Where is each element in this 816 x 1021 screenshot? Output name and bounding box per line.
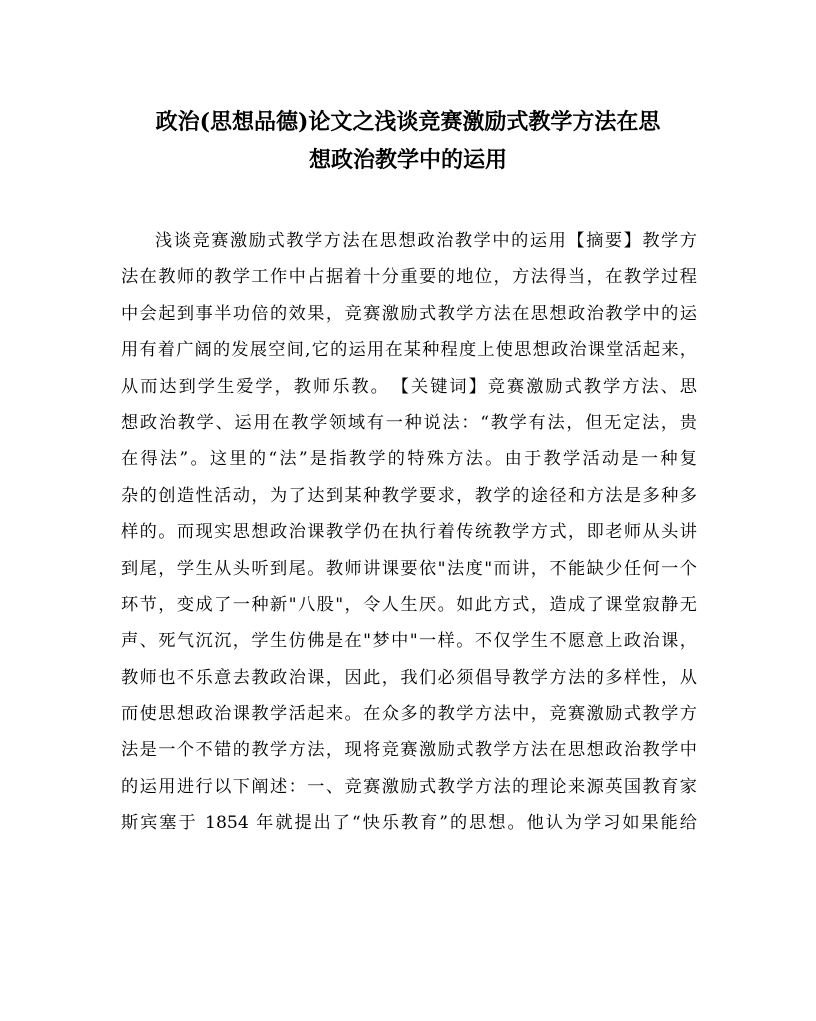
body-line: 声、死气沉沉，学生仿佛是在"梦中"一样。不仅学生不愿意上政治课， (121, 631, 697, 652)
body-line: 法是一个不错的教学方法，现将竞赛激励式教学方法在思想政治教学中 (121, 740, 697, 761)
body-line: 斯宾塞于 1854 年就提出了“快乐教育”的思想。他认为学习如果能给 (121, 813, 697, 834)
title-line: 政治(思想品德)论文之浅谈竞赛激励式教学方法在思 (155, 109, 661, 135)
body-line: 教师也不乐意去教政治课，因此，我们必须倡导教学方法的多样性，从 (121, 667, 697, 688)
body-line: 样的。而现实思想政治课教学仍在执行着传统教学方式，即老师从头讲 (121, 522, 697, 543)
body-line: 浅谈竞赛激励式教学方法在思想政治教学中的运用【摘要】教学方 (155, 231, 697, 251)
body-line: 想政治教学、运用在教学领域有一种说法：“教学有法，但无定法，贵 (121, 412, 697, 433)
document-body (121, 223, 697, 842)
body-line: 法在教师的教学工作中占据着十分重要的地位，方法得当，在教学过程 (121, 267, 697, 288)
body-line: 的运用进行以下阐述：一、竞赛激励式教学方法的理论来源英国教育家 (121, 776, 697, 797)
body-line: 用有着广阔的发展空间,它的运用在某种程度上使思想政治课堂活起来， (121, 340, 697, 361)
body-line: 在得法”。这里的“法”是指教学的特殊方法。由于教学活动是一种复 (121, 449, 697, 470)
body-line: 而使思想政治课教学活起来。在众多的教学方法中，竞赛激励式教学方 (121, 704, 697, 725)
body-line: 中会起到事半功倍的效果，竞赛激励式教学方法在思想政治教学中的运 (121, 303, 697, 324)
body-line: 到尾，学生从头听到尾。教师讲课要依"法度"而讲，不能缺少任何一个 (121, 558, 697, 579)
title-line: 想政治教学中的运用 (308, 147, 507, 173)
document-title (100, 103, 716, 179)
body-line: 环节，变成了一种新"八股"，令人生厌。如此方式，造成了课堂寂静无 (121, 594, 697, 615)
body-line: 杂的创造性活动，为了达到某种教学要求，教学的途径和方法是多种多 (121, 485, 697, 506)
body-line: 从而达到学生爱学，教师乐教。 【关键词】竞赛激励式教学方法、思 (121, 376, 697, 397)
